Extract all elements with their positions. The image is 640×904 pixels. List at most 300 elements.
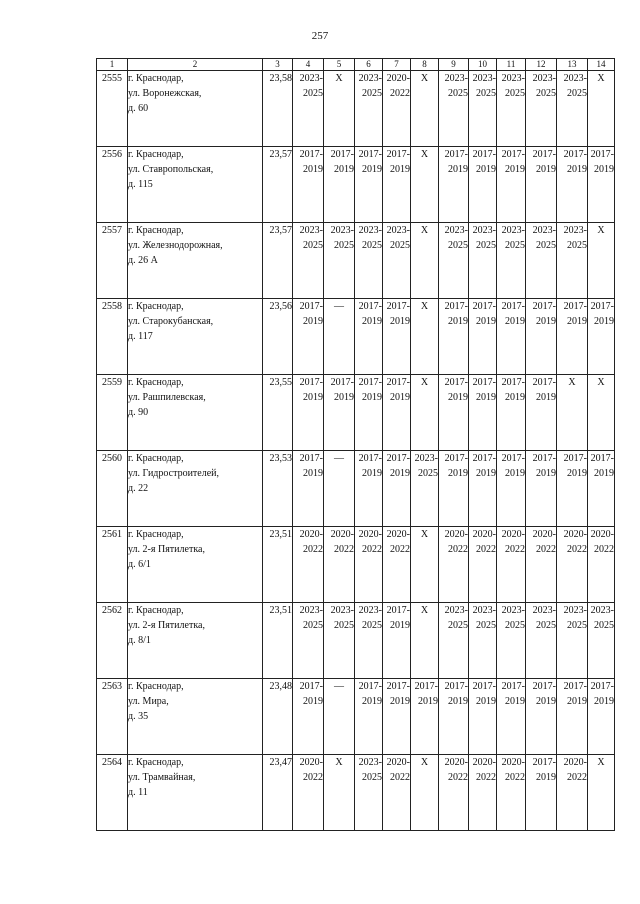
period-cell [439, 147, 469, 223]
period-start: 2017- [444, 149, 468, 160]
period-start: 2017- [444, 453, 468, 464]
period-start: 2017- [299, 301, 323, 312]
period-end: 2022 [567, 772, 587, 783]
row-number: 2556 [97, 147, 128, 223]
period-end: 2019 [594, 696, 614, 707]
period-end: 2022 [505, 772, 525, 783]
period-cell [355, 375, 383, 451]
period-end: 2025 [362, 772, 382, 783]
period-cell [383, 679, 411, 755]
address-line: г. Краснодар, [128, 453, 184, 464]
value-cell: 23,51 [263, 603, 293, 679]
value-cell: 23,51 [263, 527, 293, 603]
period-start: 2017- [444, 681, 468, 692]
period-start: 2017- [358, 149, 382, 160]
period-cell [355, 71, 383, 147]
period-cell [526, 299, 557, 375]
period-end: 2019 [505, 696, 525, 707]
period-end: 2025 [505, 88, 525, 99]
period-end: 2019 [476, 392, 496, 403]
period-end: 2025 [362, 620, 382, 631]
address-line: ул. 2-я Пятилетка, [128, 620, 205, 631]
period-end: 2019 [505, 316, 525, 327]
period-cell [497, 603, 526, 679]
period-start: 2017- [532, 149, 556, 160]
page-number: 257 [311, 30, 329, 42]
period-start: 2023- [472, 605, 496, 616]
period-start: 2023- [358, 605, 382, 616]
table-row [97, 603, 615, 679]
period-cell [411, 679, 439, 755]
period-cell [324, 527, 355, 603]
period-end: 2019 [303, 316, 323, 327]
period-end: 2025 [448, 240, 468, 251]
period-cell: X [588, 375, 615, 451]
period-cell: — [324, 451, 355, 527]
address-line: д. 8/1 [128, 635, 151, 646]
period-cell [497, 71, 526, 147]
address-line: ул. Трамвайная, [128, 772, 196, 783]
period-cell [383, 451, 411, 527]
column-header: 12 [526, 59, 557, 71]
address-cell [128, 527, 263, 603]
period-cell [383, 223, 411, 299]
period-start: 2023- [472, 73, 496, 84]
period-start: 2017- [563, 453, 587, 464]
period-start: 2017- [386, 605, 410, 616]
period-end: 2019 [303, 696, 323, 707]
period-end: 2019 [303, 164, 323, 175]
period-end: 2022 [390, 544, 410, 555]
period-start: 2023- [358, 73, 382, 84]
address-cell [128, 603, 263, 679]
period-cell [439, 299, 469, 375]
period-cell [293, 223, 324, 299]
address-line: ул. Ставропольская, [128, 164, 214, 175]
period-end: 2019 [334, 164, 354, 175]
table-row [97, 71, 615, 147]
table-row [97, 451, 615, 527]
period-cell [469, 375, 497, 451]
period-cell [526, 527, 557, 603]
address-line: ул. Рашпилевская, [128, 392, 206, 403]
address-cell [128, 71, 263, 147]
period-start: 2017- [563, 149, 587, 160]
column-header: 13 [557, 59, 588, 71]
period-cell [355, 223, 383, 299]
period-end: 2025 [505, 620, 525, 631]
period-cell [497, 679, 526, 755]
period-start: 2023- [563, 605, 587, 616]
period-cell [324, 375, 355, 451]
address-line: ул. Мира, [128, 696, 169, 707]
period-cell [497, 223, 526, 299]
period-end: 2022 [303, 544, 323, 555]
period-end: 2019 [536, 696, 556, 707]
period-end: 2022 [567, 544, 587, 555]
period-start: 2017- [299, 453, 323, 464]
period-end: 2019 [594, 468, 614, 479]
period-cell [526, 375, 557, 451]
period-cell [469, 299, 497, 375]
period-cell [557, 679, 588, 755]
period-end: 2022 [505, 544, 525, 555]
row-number: 2564 [97, 755, 128, 831]
period-end: 2019 [362, 468, 382, 479]
period-cell [355, 299, 383, 375]
period-cell [293, 375, 324, 451]
table-row [97, 223, 615, 299]
period-end: 2022 [448, 772, 468, 783]
period-end: 2019 [303, 392, 323, 403]
address-cell [128, 679, 263, 755]
period-cell: X [411, 527, 439, 603]
period-end: 2025 [362, 88, 382, 99]
period-cell [469, 603, 497, 679]
period-end: 2019 [476, 468, 496, 479]
value-cell: 23,55 [263, 375, 293, 451]
period-start: 2020- [386, 529, 410, 540]
period-end: 2019 [594, 164, 614, 175]
period-cell: X [324, 755, 355, 831]
period-start: 2023- [444, 225, 468, 236]
period-start: 2017- [386, 149, 410, 160]
period-cell [526, 451, 557, 527]
period-start: 2017- [299, 681, 323, 692]
column-header: 8 [411, 59, 439, 71]
period-cell [324, 603, 355, 679]
row-number: 2562 [97, 603, 128, 679]
period-end: 2019 [390, 392, 410, 403]
period-cell [383, 603, 411, 679]
period-end: 2025 [594, 620, 614, 631]
row-number: 2560 [97, 451, 128, 527]
period-end: 2019 [390, 696, 410, 707]
period-end: 2022 [476, 772, 496, 783]
period-cell [411, 451, 439, 527]
period-end: 2019 [567, 316, 587, 327]
column-header: 1 [97, 59, 128, 71]
period-cell: X [411, 71, 439, 147]
period-start: 2023- [299, 73, 323, 84]
period-cell [383, 755, 411, 831]
period-end: 2019 [448, 468, 468, 479]
period-start: 2017- [358, 453, 382, 464]
period-start: 2023- [299, 605, 323, 616]
value-cell: 23,58 [263, 71, 293, 147]
period-start: 2017- [563, 301, 587, 312]
period-end: 2022 [476, 544, 496, 555]
period-end: 2022 [448, 544, 468, 555]
address-line: г. Краснодар, [128, 225, 184, 236]
address-line: д. 60 [128, 103, 149, 114]
period-start: 2017- [299, 377, 323, 388]
address-line: д. 22 [128, 483, 149, 494]
period-end: 2025 [303, 620, 323, 631]
address-cell [128, 147, 263, 223]
period-start: 2020- [501, 757, 525, 768]
period-end: 2025 [418, 468, 438, 479]
period-start: 2023- [532, 225, 556, 236]
row-number: 2557 [97, 223, 128, 299]
column-header: 4 [293, 59, 324, 71]
column-header: 5 [324, 59, 355, 71]
period-end: 2025 [567, 88, 587, 99]
period-cell: X [411, 147, 439, 223]
table-row [97, 527, 615, 603]
period-cell [355, 147, 383, 223]
period-cell [469, 679, 497, 755]
period-end: 2022 [594, 544, 614, 555]
period-end: 2025 [536, 88, 556, 99]
period-end: 2019 [362, 164, 382, 175]
period-cell [497, 527, 526, 603]
address-line: д. 35 [128, 711, 149, 722]
period-end: 2025 [448, 88, 468, 99]
period-start: 2017- [330, 377, 354, 388]
period-cell [439, 755, 469, 831]
table-body [97, 71, 615, 831]
period-end: 2019 [303, 468, 323, 479]
period-cell [439, 223, 469, 299]
period-start: 2017- [386, 681, 410, 692]
period-start: 2023- [501, 225, 525, 236]
period-cell [526, 679, 557, 755]
period-start: 2020- [386, 757, 410, 768]
address-cell [128, 299, 263, 375]
period-cell [293, 603, 324, 679]
period-cell: X [588, 223, 615, 299]
period-start: 2023- [563, 225, 587, 236]
address-line: г. Краснодар, [128, 301, 184, 312]
value-cell: 23,48 [263, 679, 293, 755]
address-line: г. Краснодар, [128, 529, 184, 540]
period-cell [355, 679, 383, 755]
address-line: д. 117 [128, 331, 153, 342]
period-end: 2019 [362, 392, 382, 403]
period-cell [293, 299, 324, 375]
period-cell [588, 679, 615, 755]
period-end: 2019 [390, 468, 410, 479]
period-cell [497, 375, 526, 451]
address-cell [128, 451, 263, 527]
period-end: 2025 [567, 240, 587, 251]
period-cell [469, 223, 497, 299]
period-start: 2017- [414, 681, 438, 692]
address-line: д. 6/1 [128, 559, 151, 570]
period-cell: X [557, 375, 588, 451]
period-cell [497, 299, 526, 375]
period-end: 2019 [594, 316, 614, 327]
period-cell: X [588, 755, 615, 831]
period-start: 2017- [386, 301, 410, 312]
period-cell [469, 755, 497, 831]
period-cell [469, 71, 497, 147]
period-start: 2020- [472, 757, 496, 768]
address-line: г. Краснодар, [128, 757, 184, 768]
period-cell [324, 147, 355, 223]
address-line: д. 26 А [128, 255, 158, 266]
value-cell: 23,56 [263, 299, 293, 375]
period-start: 2017- [590, 301, 614, 312]
period-start: 2017- [299, 149, 323, 160]
period-end: 2022 [536, 544, 556, 555]
value-cell: 23,57 [263, 147, 293, 223]
period-end: 2025 [362, 240, 382, 251]
period-end: 2019 [476, 164, 496, 175]
period-cell [439, 375, 469, 451]
period-cell [355, 755, 383, 831]
period-cell [383, 71, 411, 147]
address-line: д. 90 [128, 407, 149, 418]
period-cell [439, 527, 469, 603]
period-start: 2017- [590, 149, 614, 160]
period-start: 2023- [501, 605, 525, 616]
period-start: 2020- [563, 529, 587, 540]
period-end: 2019 [536, 316, 556, 327]
period-end: 2025 [476, 88, 496, 99]
period-start: 2023- [299, 225, 323, 236]
period-start: 2017- [563, 681, 587, 692]
period-cell: X [324, 71, 355, 147]
period-end: 2019 [390, 316, 410, 327]
period-end: 2019 [448, 316, 468, 327]
period-start: 2017- [501, 681, 525, 692]
period-end: 2019 [476, 696, 496, 707]
period-cell: X [588, 71, 615, 147]
period-start: 2020- [386, 73, 410, 84]
period-cell [293, 451, 324, 527]
period-start: 2017- [472, 453, 496, 464]
period-cell [439, 679, 469, 755]
period-cell [469, 527, 497, 603]
period-cell [383, 147, 411, 223]
address-line: д. 115 [128, 179, 153, 190]
row-number: 2555 [97, 71, 128, 147]
period-start: 2017- [501, 301, 525, 312]
address-line: ул. Старокубанская, [128, 316, 214, 327]
period-start: 2020- [299, 757, 323, 768]
period-cell: X [411, 375, 439, 451]
period-cell [293, 147, 324, 223]
period-start: 2017- [532, 301, 556, 312]
address-line: ул. Железнодорожная, [128, 240, 223, 251]
period-cell [383, 375, 411, 451]
period-start: 2017- [330, 149, 354, 160]
period-end: 2019 [448, 696, 468, 707]
period-start: 2017- [532, 757, 556, 768]
period-end: 2025 [536, 620, 556, 631]
period-end: 2025 [334, 620, 354, 631]
row-number: 2563 [97, 679, 128, 755]
period-end: 2019 [536, 468, 556, 479]
row-number: 2559 [97, 375, 128, 451]
period-end: 2022 [390, 88, 410, 99]
period-end: 2025 [303, 88, 323, 99]
period-end: 2022 [390, 772, 410, 783]
period-cell [557, 147, 588, 223]
period-cell [557, 527, 588, 603]
period-start: 2017- [386, 377, 410, 388]
period-cell: X [411, 223, 439, 299]
period-cell [439, 451, 469, 527]
period-cell [557, 603, 588, 679]
period-cell: X [411, 755, 439, 831]
period-end: 2022 [334, 544, 354, 555]
period-cell [588, 451, 615, 527]
address-line: г. Краснодар, [128, 149, 184, 160]
period-start: 2020- [330, 529, 354, 540]
period-end: 2019 [334, 392, 354, 403]
row-number: 2558 [97, 299, 128, 375]
period-cell [588, 147, 615, 223]
period-end: 2019 [536, 772, 556, 783]
address-line: г. Краснодар, [128, 73, 184, 84]
period-cell [293, 755, 324, 831]
period-cell [526, 71, 557, 147]
address-cell [128, 223, 263, 299]
period-start: 2017- [532, 453, 556, 464]
period-start: 2020- [444, 529, 468, 540]
period-end: 2022 [362, 544, 382, 555]
period-start: 2023- [590, 605, 614, 616]
period-cell [557, 223, 588, 299]
period-cell [293, 71, 324, 147]
address-line: г. Краснодар, [128, 377, 184, 388]
period-start: 2020- [358, 529, 382, 540]
period-start: 2023- [444, 73, 468, 84]
table-row [97, 299, 615, 375]
period-end: 2019 [418, 696, 438, 707]
period-cell [557, 71, 588, 147]
period-end: 2019 [390, 620, 410, 631]
period-start: 2020- [444, 757, 468, 768]
period-cell [293, 679, 324, 755]
period-start: 2017- [501, 149, 525, 160]
registry-table [96, 58, 615, 831]
period-start: 2017- [472, 301, 496, 312]
period-end: 2019 [567, 468, 587, 479]
period-cell [355, 451, 383, 527]
period-start: 2023- [386, 225, 410, 236]
period-cell [293, 527, 324, 603]
period-start: 2017- [358, 377, 382, 388]
period-end: 2019 [536, 392, 556, 403]
period-end: 2019 [505, 468, 525, 479]
period-start: 2017- [501, 377, 525, 388]
address-line: ул. Воронежская, [128, 88, 202, 99]
period-end: 2025 [303, 240, 323, 251]
column-header: 7 [383, 59, 411, 71]
period-start: 2020- [590, 529, 614, 540]
period-start: 2017- [472, 377, 496, 388]
column-header: 3 [263, 59, 293, 71]
address-cell [128, 755, 263, 831]
period-end: 2025 [448, 620, 468, 631]
period-start: 2017- [501, 453, 525, 464]
period-end: 2025 [476, 240, 496, 251]
period-cell [526, 223, 557, 299]
period-cell [497, 755, 526, 831]
period-end: 2022 [303, 772, 323, 783]
period-cell [588, 527, 615, 603]
period-start: 2017- [590, 681, 614, 692]
period-cell [557, 755, 588, 831]
address-line: г. Краснодар, [128, 681, 184, 692]
period-end: 2019 [567, 164, 587, 175]
period-end: 2019 [476, 316, 496, 327]
period-end: 2025 [334, 240, 354, 251]
